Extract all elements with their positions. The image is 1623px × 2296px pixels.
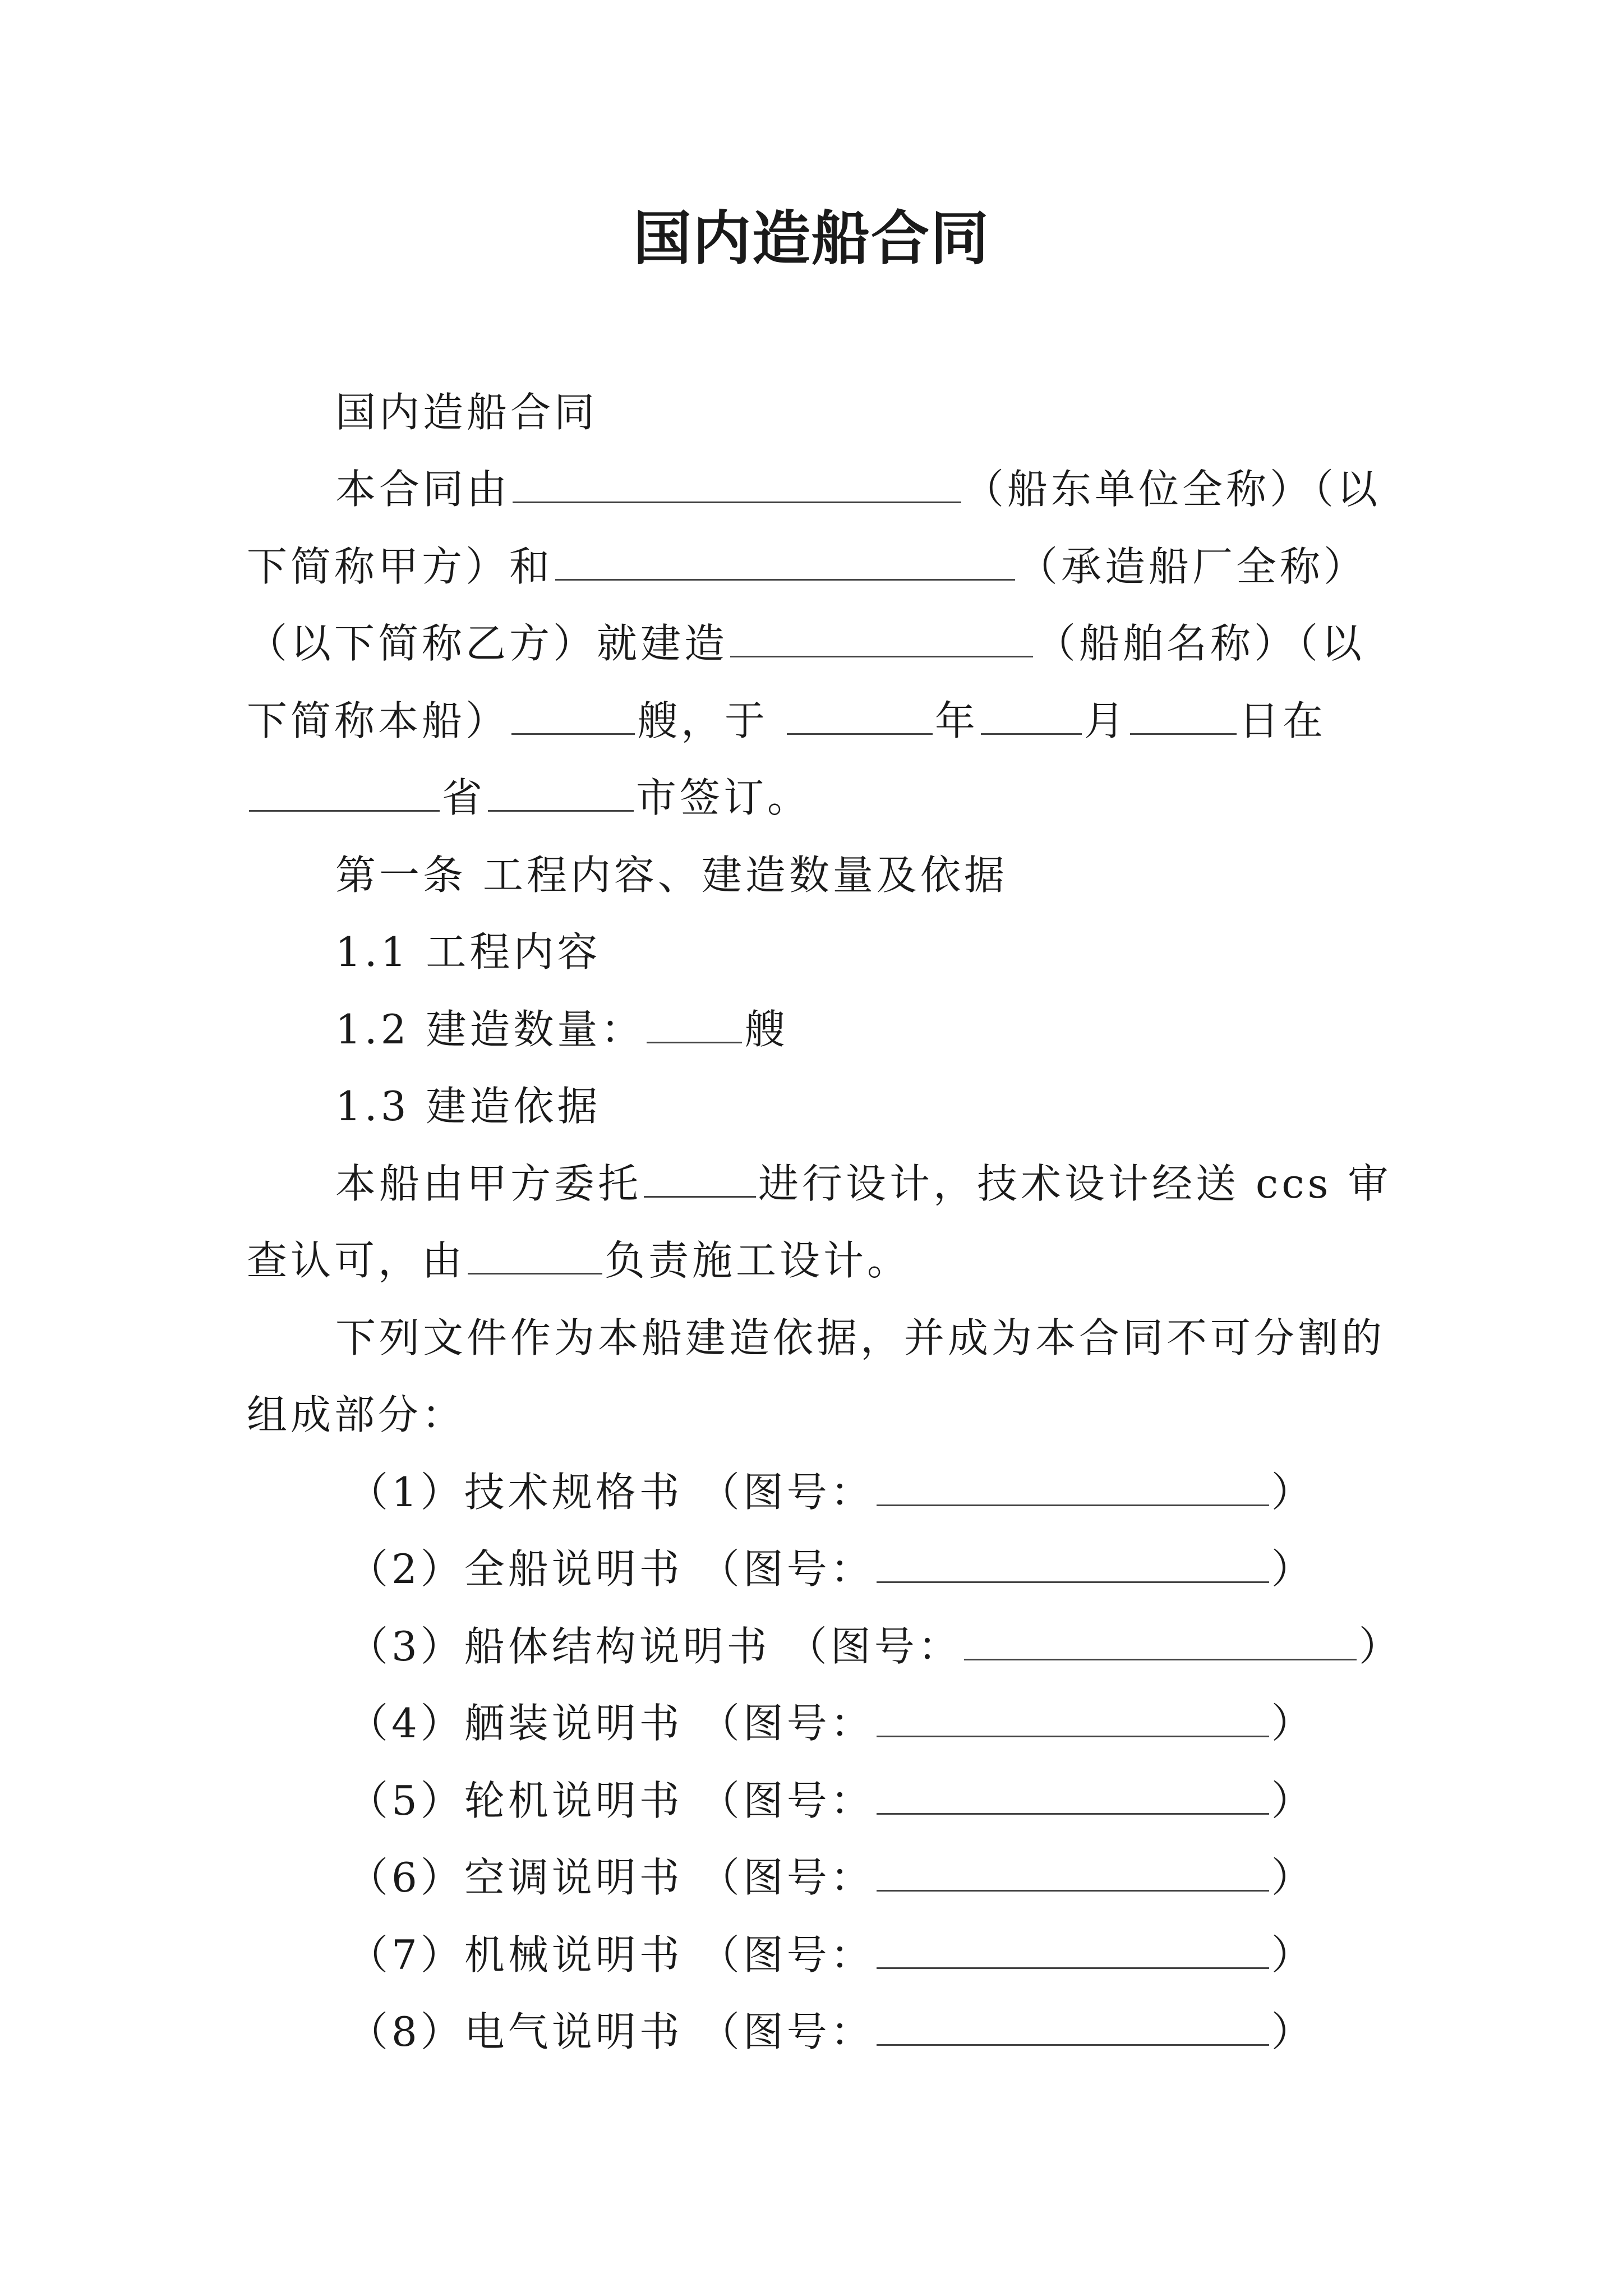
section-1-1: 1.1 工程内容 [335,928,601,976]
doc-item-close: ） [1271,1854,1315,1901]
design-text: 进行设计，技术设计经送 ccs 审 [758,1160,1392,1207]
intro-line-2 [247,539,1367,595]
section-1-2-label: 1.2 建造数量： [335,1006,645,1053]
intro-text: （船东单位全称）（以 [963,466,1381,513]
docs-line-2: 组成部分： [247,1391,466,1438]
intro-text: 本合同由 [335,466,511,513]
build-quantity-blank [647,1001,742,1043]
province-blank [249,770,440,812]
doc-item-close: ） [1271,1545,1315,1593]
doc-item-label: （2）全船说明书 （图号： [348,1545,874,1593]
doc-item-label: （6）空调说明书 （图号： [348,1854,874,1901]
intro-text: （以下简称乙方）就建造 [247,620,728,667]
day-blank [1130,693,1237,735]
section-1-2 [335,1001,788,1057]
doc-item-6 [348,1849,1315,1906]
section-1-2-unit: 艘 [744,1006,789,1053]
drawing-number-blank [877,1464,1269,1506]
intro-text: 艘，于 [637,697,769,744]
drawing-number-blank [877,1541,1269,1583]
drawing-number-blank [877,1849,1269,1892]
intro-line-5 [247,770,811,826]
ship-name-blank [730,615,1033,657]
document-heading: 国内造船合同 [335,389,598,436]
design-text: 查认可，由 [247,1237,466,1284]
doc-item-close: ） [1271,2008,1315,2055]
drawing-number-blank [877,1695,1269,1737]
intro-line-1 [335,461,1381,517]
doc-item-label: （4）舾装说明书 （图号： [348,1700,874,1747]
doc-item-close: ） [1271,1777,1315,1824]
drawing-number-blank [877,1927,1269,1969]
doc-item-label: （8）电气说明书 （图号： [348,2008,874,2055]
design-text: 负责施工设计。 [605,1237,911,1284]
intro-text: （承造船厂全称） [1017,543,1368,590]
intro-text: 下简称本船） [247,697,510,744]
article-1-heading: 第一条 工程内容、建造数量及依据 [335,852,1008,899]
intro-text: 市签订。 [636,774,811,821]
city-blank [488,770,634,812]
design-text: 本船由甲方委托 [335,1160,642,1207]
doc-item-label: （5）轮机说明书 （图号： [348,1777,874,1824]
intro-line-4 [247,693,1326,749]
shipowner-name-blank [513,461,961,503]
shipyard-name-blank [555,539,1015,581]
doc-item-label: （3）船体结构说明书 （图号： [348,1623,962,1670]
doc-item-label: （1）技术规格书 （图号： [348,1469,874,1516]
intro-line-3 [247,615,1365,671]
doc-item-3 [348,1618,1403,1674]
doc-item-1 [348,1464,1315,1520]
drawing-number-blank [877,1773,1269,1815]
doc-item-5 [348,1773,1315,1829]
construction-designer-blank [468,1232,602,1274]
designer-blank [644,1156,756,1198]
doc-item-4 [348,1695,1315,1751]
design-line-2 [247,1232,911,1289]
doc-item-2 [348,1541,1315,1597]
intro-text: 年 [934,697,979,744]
doc-item-7 [348,1927,1315,1983]
doc-item-label: （7）机械说明书 （图号： [348,1931,874,1978]
intro-text: 日在 [1238,697,1326,744]
drawing-number-blank [964,1618,1357,1660]
intro-text: 省 [442,774,486,821]
doc-item-close: ） [1271,1469,1315,1516]
document-title: 国内造船合同 [633,204,990,273]
doc-item-8 [348,2004,1315,2060]
doc-item-close: ） [1271,1931,1315,1978]
intro-text: 下简称甲方）和 [247,543,554,590]
intro-text: （船舶名称）（以 [1035,620,1366,667]
quantity-blank [511,693,635,735]
design-line-1 [335,1156,1391,1212]
year-blank [787,693,933,735]
doc-item-close: ） [1271,1700,1315,1747]
docs-line-1: 下列文件作为本船建造依据，并成为本合同不可分割的 [335,1314,1386,1361]
drawing-number-blank [877,2004,1269,2046]
month-blank [981,693,1082,735]
intro-text: 月 [1083,697,1128,744]
doc-item-close: ） [1358,1623,1403,1670]
section-1-3: 1.3 建造依据 [335,1083,601,1130]
